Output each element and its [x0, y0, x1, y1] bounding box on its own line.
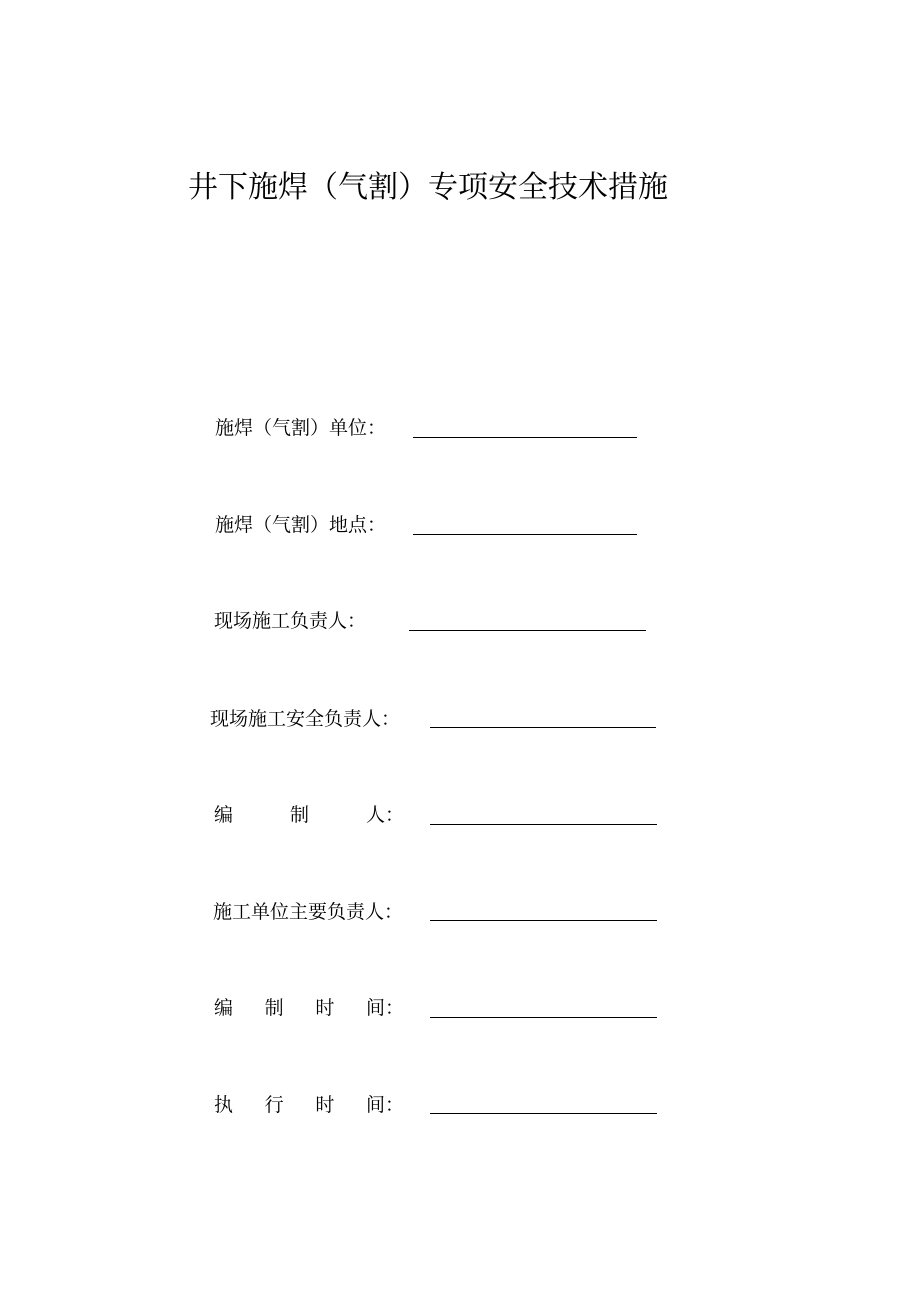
execute-time-label-char: 执: [214, 1094, 234, 1116]
site-safety-lead-input-line[interactable]: [430, 727, 656, 728]
compile-time-label-char: 时: [315, 997, 335, 1019]
compiler-label: [214, 802, 404, 828]
execute-time-label-char: 时: [315, 1094, 335, 1116]
compiler-label-char: 人：: [365, 804, 404, 826]
contractor-lead-input-line[interactable]: [430, 920, 657, 921]
site-safety-lead-label: 现场施工安全负责人：: [210, 708, 401, 730]
compile-time-label-char: 编: [214, 997, 234, 1019]
compile-time-input-line[interactable]: [430, 1017, 657, 1018]
unit-input-line[interactable]: [413, 437, 637, 438]
compile-time-label: [214, 995, 404, 1021]
site-lead-label: 现场施工负责人：: [214, 610, 367, 632]
execute-time-label-char: 行: [264, 1094, 284, 1116]
compile-time-label-char: 间：: [365, 997, 404, 1019]
location-input-line[interactable]: [413, 534, 637, 535]
execute-time-input-line[interactable]: [430, 1113, 657, 1114]
compiler-input-line[interactable]: [430, 824, 657, 825]
unit-label: 施焊（气割）单位：: [215, 417, 387, 439]
contractor-lead-label: 施工单位主要负责人：: [213, 901, 404, 923]
location-label: 施焊（气割）地点：: [215, 514, 387, 536]
compiler-label-char: 制: [289, 804, 309, 826]
compiler-label-char: 编: [214, 804, 234, 826]
site-lead-input-line[interactable]: [409, 630, 646, 631]
execute-time-label-char: 间：: [365, 1094, 404, 1116]
compile-time-label-char: 制: [264, 997, 284, 1019]
execute-time-label: [214, 1092, 404, 1118]
document-title: 井下施焊（气割）专项安全技术措施: [188, 170, 668, 205]
